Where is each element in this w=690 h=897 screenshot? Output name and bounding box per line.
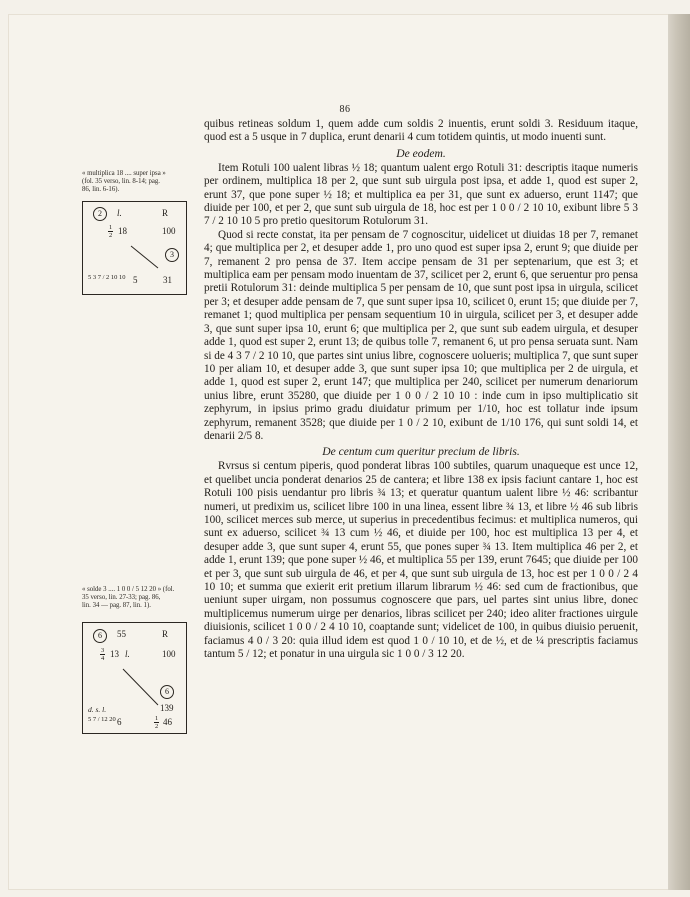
margin-note-1-line-2: (fol. 35 verso, lin. 8-14; pag. [82,178,160,185]
diagram-1-bottom-fraction: 5 3 7 / 2 10 10 [88,274,126,281]
calculation-diagram-2 [82,622,187,734]
diagram-2-label-l: l. [125,649,130,659]
diagram-1-fraction-num: 1 [109,224,113,231]
diagram-2-value-55: 55 [117,629,126,639]
heading-de-centum: De centum cum queritur precium de libris. [322,445,520,459]
diagram-1-circle-b: 3 [165,248,179,262]
diagram-2-value-13: 13 [110,649,119,659]
diagram-2-value-100: 100 [162,649,176,659]
diagram-1-label-l: l. [117,208,122,218]
diagram-2-circle-b: 6 [160,685,174,699]
margin-note-1 [82,170,198,194]
diagram-1-label-r: R [162,208,169,218]
heading-de-eodem: De eodem. [396,146,446,160]
paragraph-2: Item Rotuli 100 ualent libras ½ 18; quantum ualent ergo Rotuli 31: descriptis itaque numeris per ordinem, multiplica 18 per 2, que sunt sub uirgula post ipsa, et adde 1, quod est super 2, erunt 37, que pone super ½ 18; et multiplica ea per 31, que sunt ex aduerso, erunt 1147; que diuide per 100, et per 2, que sunt sub uirgula de 18, hoc est per 1 0 0 / 2 10 10, exibunt libre 5 3 7 / 2 10 10 5 pro pretio quesitorum Rotulorum 31. [204,161,638,228]
diagram-1-value-5: 5 [133,275,138,285]
paragraph-1: quibus retineas soldum 1, quem adde cum soldis 2 inuentis, erunt soldi 3. Residuum itaque, quod est a 5 usque in 7 duplica, erunt denarii 4 cum totidem quintis, ut modo inuenti sunt. [204,118,638,144]
diagram-2-fraction [100,647,105,662]
page-number: 86 [339,104,351,115]
diagram-2-fraction-2-num: 1 [155,715,159,722]
margin-note-2 [82,586,198,610]
margin-note-2-line-1: « solde 3 .... 1 0 0 / 5 12 20 » (fol. [82,586,175,593]
diagram-1-value-18: 18 [118,226,127,236]
margin-note-1-line-1: « multiplica 18 .... super ipsa » [82,170,166,177]
diagram-2-fraction-den: 4 [101,655,105,662]
diagram-1-value-100: 100 [162,226,176,236]
diagram-1-fraction-den: 2 [109,232,113,239]
diagram-2-bottom-fraction: 5 7 / 12 20 [88,716,116,723]
diagram-2-label-r: R [162,629,169,639]
paragraph-4: Rvrsus si centum piperis, quod ponderat libras 100 subtiles, quarum unaqueque est unce 12, et quelibet uncia ponderat denarios 25 de cantera; et libre 138 ex ipsis faciunt cantare 1, hoc est Rotuli 100 pisis uendantur pro libris ¾ 13; et queratur quantum ualent libre ½ 46: scribantur numeri, ut predixim us, scilicet libre 100 in una linea, essent libre ¾ 13, et libre ½ 46 sub libris 100, scilicet merces sub merce, ut superius in precedentibus fecimus: et multiplica numeros, qui sunt ex aduerso, scilicet ¾ 13 cum ½ 46, et diuide per 100, hoc est multiplica 13 per 4, et desuper adde 3, que sunt super 4, erunt 55, que pones super ¾ 13. Item multiplica 46 per 2, et adde 1, erunt 139; que pone super ½ 46, et multiplica 55 per 139, erunt 7645; que diuide per 100 et per 3, que sunt sub uirgula de 46, et per 4, que sunt sub uirgula de 13, hoc est per 1 0 0 / 2 4 10 10; et summa que exierit erit pretium illarum librarum ½ 46: sed cum de fractionibus, que ueniunt super uirgam, non possumus cognoscere que pars, uel partes sint unius libre, donec multiplicemus numerum uirge per denarios, libras scilicet per 240; ideo aliter fractiones uirgule diuisionis, scilicet 1 0 0 / 2 4 10 10, coaptande sunt; videlicet de 100, in quibus diuisio peruenit, faciamus 4 0 / 3 20: quia illud idem est quod 1 0 / 10 10, et de ½, et de ¼ prescriptis faciamus tantum 5 / 12; et ponatur in una uirgula sic 1 0 0 / 3 12 20. [204,460,638,661]
book-gutter [668,14,690,890]
margin-note-2-line-3: lin. 34 — pag. 87, lin. 1). [82,602,151,609]
margin-note-2-line-2: 35 verso, lin. 27-33; pag. 86, [82,594,161,601]
diagram-2-circle-a: 6 [93,629,107,643]
diagram-2-value-6: 6 [117,717,122,727]
diagram-2-fraction-2-den: 2 [155,723,159,730]
diagram-1-value-31: 31 [163,275,172,285]
paragraph-3: Quod si recte constat, ita per pensam de 7 cognoscitur, uidelicet ut diuidas 18 per 7, remanet 4; que multiplica per 2, et desuper adde 1, pro uno quod est super ipsa 2, erunt 9; que diuide per 7, remanent 2 pro pensa de 37. Item accipe pensam de 31 per septenarium, que est 3; et multiplica eam per pensam modo inuentam de 37, scilicet per 2, erunt 6, que seruentur pro pensa pretii Rotulorum 31: deinde multiplica 5 per pensam de 10, que sunt post ipsa in uirgula, scilicet per 3; et desuper adde pensam de 7, que sunt super ipsa 10, scilicet 0, erunt 15; que diuide per 7, remanet 1; quod multiplica per pensam sequentium 10 in uirgula, scilicet per 3, et desuper adde 3, que sunt super ipsa 10, erunt 6; que multiplica per 2, que sunt sub eadem uirgula, et desuper adde 1, quod est super 2, erunt 13; de quibus tolle 7, remanent 6, ut pro pensa seruata sunt. Nam si de 4 3 7 / 2 10 10, que partes sint unius libre, cognoscere uolueris; multiplica 7, que sunt super 10 per aliam 10, et desuper adde 3, que sunt super ipsa 10; que multiplica per 2 de uirgula, et adde 1, quod est super 2, erunt 147; que multiplica per 240, scilicet per numerum denariorum unius libre, erunt 35280, que diuide per 1 0 0 / 2 10 10 : inde cum in ipso multiplicatio sit zephyrum, in ipsius primo gradu diuidatur primum per 1/10, hoc est tollatur inde ipsum zephyrum, remanent 3528; que diuide per 1 0 / 2 10, exibunt de 1/10 176, qui sunt soldi 14, et denarii 2/5 8. [204,228,638,442]
diagram-2-fraction-num: 3 [101,647,105,654]
diagram-2-value-46: 46 [163,717,172,727]
diagram-2-value-139: 139 [160,703,174,713]
margin-note-1-line-3: 86, lin. 6-16). [82,186,120,193]
diagram-1-fraction [108,224,113,239]
diagram-1-circle-a: 2 [93,207,107,221]
diagram-2-abbreviation: d. s. l. [88,705,107,714]
diagram-2-fraction-2 [154,715,159,730]
calculation-diagram-1 [82,201,187,295]
main-text [204,118,638,661]
